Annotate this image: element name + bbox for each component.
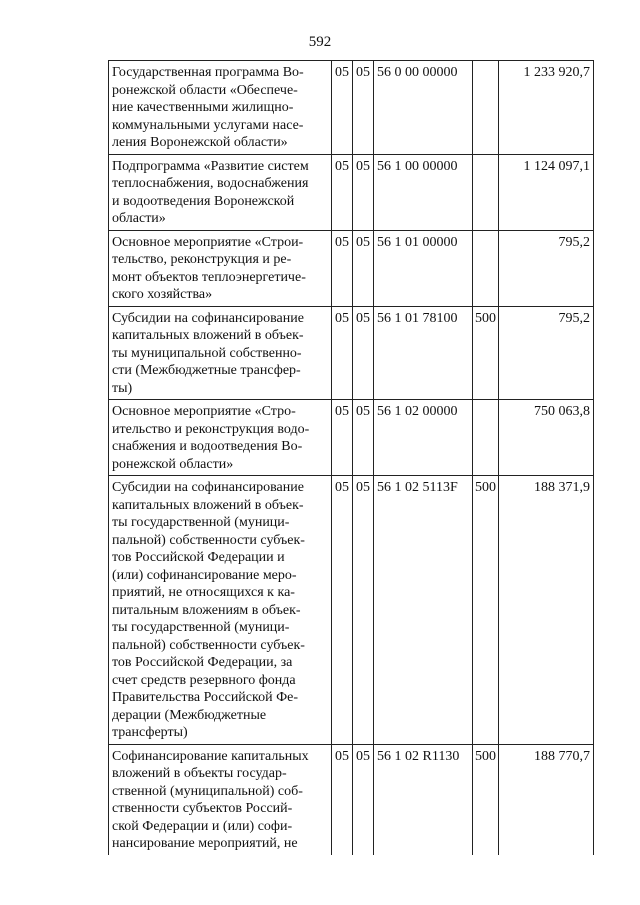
description-line: ронежской области «Обеспече- <box>112 82 298 98</box>
description-line: Подпрограмма «Развитие систем <box>112 158 309 174</box>
section-code-cell: 05 <box>332 306 353 400</box>
row-description <box>109 230 332 306</box>
description-line: ского хозяйства» <box>112 287 213 302</box>
description-line: снабжения и водоотведения Во- <box>112 439 303 454</box>
description-line: теплоснабжения, водоснабжения <box>112 176 309 191</box>
description-line: вложений в объекты государ- <box>112 766 287 781</box>
subsection-code-cell: 05 <box>353 476 374 745</box>
description-line: тов Российской Федерации и <box>112 550 285 565</box>
table-row <box>109 476 594 745</box>
description-line: ления Воронежской области» <box>112 135 288 150</box>
description-line: счет средств резервного фонда <box>112 672 296 688</box>
budget-table-body <box>109 61 594 855</box>
row-description <box>109 61 332 155</box>
description-line: ты) <box>112 380 133 396</box>
table-row <box>109 744 594 855</box>
target-article-cell: 56 1 02 00000 <box>374 400 473 476</box>
expense-type-cell: 500 <box>473 744 499 855</box>
section-code-cell: 05 <box>332 154 353 230</box>
table-row <box>109 230 594 306</box>
subsection-code-cell: 05 <box>353 61 374 155</box>
description-line: ронежской области» <box>112 456 234 472</box>
description-line: ительство и реконструкция водо- <box>112 421 310 437</box>
amount-cell: 188 371,9 <box>499 476 594 745</box>
description-line: Основное мероприятие «Стро- <box>112 404 296 419</box>
subsection-code-cell: 05 <box>353 744 374 855</box>
description-line: Правительства Российской Фе- <box>112 690 299 705</box>
amount-cell: 795,2 <box>499 230 594 306</box>
expense-type-cell <box>473 230 499 306</box>
description-line: дерации (Межбюджетные <box>112 707 267 723</box>
expense-type-cell <box>473 61 499 155</box>
subsection-code-cell: 05 <box>353 230 374 306</box>
subsection-code-cell: 05 <box>353 400 374 476</box>
amount-cell: 188 770,7 <box>499 744 594 855</box>
target-article-cell: 56 1 00 00000 <box>374 154 473 230</box>
description-line: питальным вложениям в объек- <box>112 602 301 618</box>
description-line: Субсидии на софинансирование <box>112 480 304 495</box>
description-line: тельство, реконструкция и ре- <box>112 252 292 267</box>
expense-type-cell: 500 <box>473 476 499 745</box>
subsection-code-cell: 05 <box>353 306 374 400</box>
description-line: коммунальными услугами насе- <box>112 117 304 133</box>
target-article-cell: 56 1 02 5113F <box>374 476 473 745</box>
amount-cell: 795,2 <box>499 306 594 400</box>
description-line: капитальных вложений в объек- <box>112 497 304 513</box>
description-line: ты государственной (муници- <box>112 515 290 530</box>
description-line: ственной (муниципальной) соб- <box>112 783 303 799</box>
target-article-cell: 56 1 01 00000 <box>374 230 473 306</box>
description-line: приятий, не относящихся к ка- <box>112 585 295 600</box>
description-line: ты муниципальной собственно- <box>112 345 302 361</box>
section-code-cell: 05 <box>332 476 353 745</box>
row-description <box>109 306 332 400</box>
description-line: капитальных вложений в объек- <box>112 328 304 343</box>
description-line: ние качественными жилищно- <box>112 100 294 115</box>
description-line: (или) софинансирование меро- <box>112 567 297 583</box>
description-line: сти (Межбюджетные трансфер- <box>112 363 301 378</box>
row-description <box>109 476 332 745</box>
description-line: монт объектов теплоэнергетиче- <box>112 269 306 285</box>
description-line: нансирование мероприятий, не <box>112 836 298 851</box>
description-line: ты государственной (муници- <box>112 620 290 635</box>
expense-type-cell <box>473 154 499 230</box>
target-article-cell: 56 0 00 00000 <box>374 61 473 155</box>
row-description <box>109 154 332 230</box>
description-line: Основное мероприятие «Строи- <box>112 234 304 250</box>
row-description <box>109 744 332 855</box>
description-line: трансферты) <box>112 725 188 740</box>
expense-type-cell: 500 <box>473 306 499 400</box>
description-line: и водоотведения Воронежской <box>112 193 295 209</box>
target-article-cell: 56 1 02 R1130 <box>374 744 473 855</box>
description-line: пальной) собственности субъек- <box>112 637 305 653</box>
description-line: Государственная программа Во- <box>112 65 304 80</box>
description-line: пальной) собственности субъек- <box>112 532 305 548</box>
target-article-cell: 56 1 01 78100 <box>374 306 473 400</box>
description-line: тов Российской Федерации, за <box>112 655 293 670</box>
description-line: ственности субъектов Россий- <box>112 801 293 816</box>
budget-table <box>108 60 594 855</box>
table-row <box>109 306 594 400</box>
amount-cell: 1 124 097,1 <box>499 154 594 230</box>
table-row <box>109 154 594 230</box>
section-code-cell: 05 <box>332 61 353 155</box>
section-code-cell: 05 <box>332 400 353 476</box>
section-code-cell: 05 <box>332 744 353 855</box>
amount-cell: 1 233 920,7 <box>499 61 594 155</box>
description-line: Субсидии на софинансирование <box>112 310 304 326</box>
description-line: области» <box>112 211 166 226</box>
row-description <box>109 400 332 476</box>
amount-cell: 750 063,8 <box>499 400 594 476</box>
description-line: Софинансирование капитальных <box>112 748 309 764</box>
table-row <box>109 61 594 155</box>
section-code-cell: 05 <box>332 230 353 306</box>
subsection-code-cell: 05 <box>353 154 374 230</box>
description-line: ской Федерации и (или) софи- <box>112 818 293 834</box>
expense-type-cell <box>473 400 499 476</box>
page-number: 592 <box>308 34 332 50</box>
table-row <box>109 400 594 476</box>
